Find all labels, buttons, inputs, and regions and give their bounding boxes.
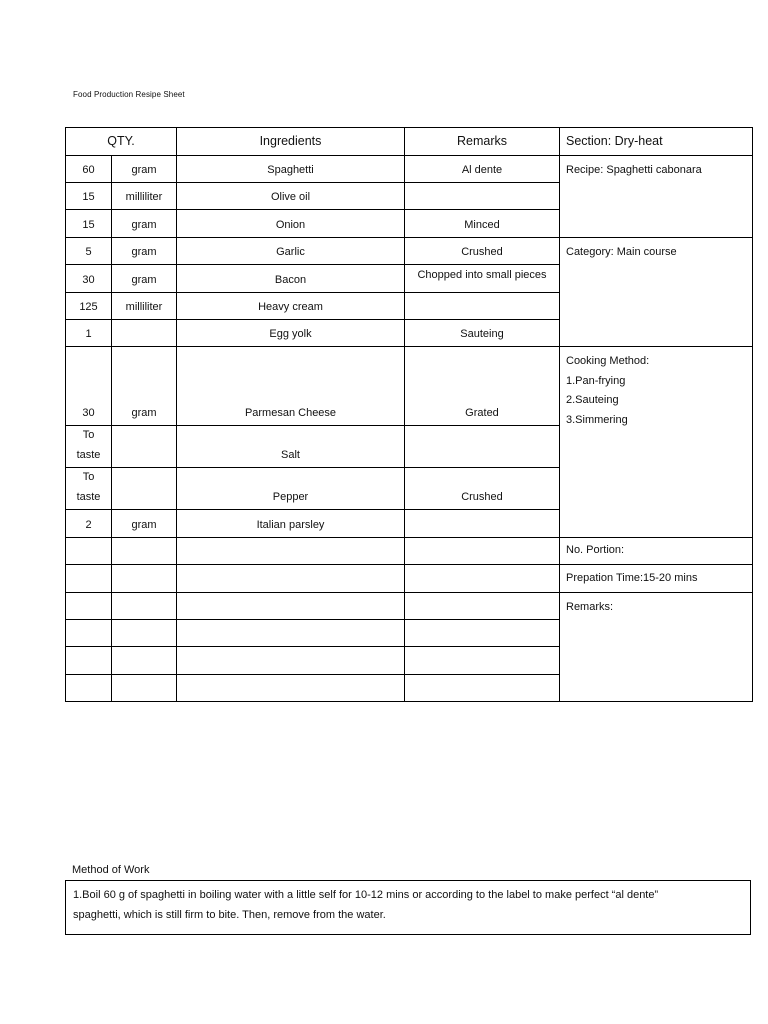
table-row xyxy=(66,238,753,265)
remark-cell xyxy=(405,426,560,468)
remark-cell: Sauteing xyxy=(405,320,560,347)
header-remarks: Remarks xyxy=(405,128,560,156)
qty-cell: 2 xyxy=(66,510,112,538)
qty-cell: 1 xyxy=(66,320,112,347)
qty-cell: 60 xyxy=(66,156,112,183)
unit-cell xyxy=(112,426,177,468)
unit-cell: gram xyxy=(112,265,177,293)
qty-cell: 125 xyxy=(66,293,112,320)
qty-cell xyxy=(66,426,112,468)
unit-cell xyxy=(112,620,177,647)
qty-cell: 15 xyxy=(66,210,112,238)
unit-cell xyxy=(112,565,177,593)
remark-cell: Al dente xyxy=(405,156,560,183)
ingredient-cell: Egg yolk xyxy=(177,320,405,347)
unit-cell xyxy=(112,538,177,565)
qty-cell: 15 xyxy=(66,183,112,210)
prep-time-cell: Prepation Time:15-20 mins xyxy=(560,565,753,593)
ingredient-cell: Pepper xyxy=(177,468,405,510)
remark-cell xyxy=(405,593,560,620)
unit-cell: gram xyxy=(112,238,177,265)
unit-cell: gram xyxy=(112,156,177,183)
portion-cell: No. Portion: xyxy=(560,538,753,565)
remark-cell: Chopped into small pieces xyxy=(405,265,560,293)
unit-cell xyxy=(112,593,177,620)
unit-cell xyxy=(112,647,177,675)
ingredient-cell xyxy=(177,565,405,593)
qty-cell xyxy=(66,620,112,647)
ingredient-cell xyxy=(177,647,405,675)
ingredient-cell: Bacon xyxy=(177,265,405,293)
sheet-title: Food Production Resipe Sheet xyxy=(73,90,185,99)
qty-cell: 30 xyxy=(66,347,112,426)
ingredient-cell: Spaghetti xyxy=(177,156,405,183)
unit-cell xyxy=(112,675,177,702)
remarks-cell: Remarks: xyxy=(560,593,753,702)
unit-cell: gram xyxy=(112,510,177,538)
table-row xyxy=(66,565,753,593)
ingredient-cell: Onion xyxy=(177,210,405,238)
unit-cell: milliliter xyxy=(112,293,177,320)
ingredient-cell xyxy=(177,620,405,647)
table-row xyxy=(66,156,753,183)
recipe-name-cell: Recipe: Spaghetti cabonara xyxy=(560,156,753,238)
ingredient-cell: Olive oil xyxy=(177,183,405,210)
remark-cell xyxy=(405,675,560,702)
remark-cell xyxy=(405,510,560,538)
remark-cell: Crushed xyxy=(405,238,560,265)
qty-line: taste xyxy=(76,448,101,461)
ingredient-cell xyxy=(177,538,405,565)
table-header-row xyxy=(66,128,753,156)
method-text-line: 1.Boil 60 g of spaghetti in boiling water with a little self for 10-12 mins or according to the label to make perfect “al dente” xyxy=(73,889,659,901)
recipe-table xyxy=(65,127,753,702)
cooking-method-cell xyxy=(560,347,753,538)
ingredient-cell: Garlic xyxy=(177,238,405,265)
qty-cell xyxy=(66,468,112,510)
remark-cell: Minced xyxy=(405,210,560,238)
method-of-work-label: Method of Work xyxy=(72,864,150,876)
qty-line: To xyxy=(82,471,95,483)
unit-cell xyxy=(112,320,177,347)
category-cell: Category: Main course xyxy=(560,238,753,347)
qty-cell xyxy=(66,565,112,593)
remark-cell xyxy=(405,620,560,647)
table-row xyxy=(66,538,753,565)
ingredient-cell xyxy=(177,675,405,702)
ingredient-cell: Parmesan Cheese xyxy=(177,347,405,426)
qty-cell xyxy=(66,647,112,675)
table-row xyxy=(66,347,753,426)
qty-cell xyxy=(66,675,112,702)
unit-cell xyxy=(112,468,177,510)
remark-cell xyxy=(405,538,560,565)
remark-cell: Crushed xyxy=(405,468,560,510)
unit-cell: milliliter xyxy=(112,183,177,210)
qty-line: To xyxy=(82,429,95,441)
qty-cell: 5 xyxy=(66,238,112,265)
method-of-work-box xyxy=(65,880,751,935)
method-text-line: spaghetti, which is still firm to bite. Then, remove from the water. xyxy=(73,909,386,921)
qty-cell: 30 xyxy=(66,265,112,293)
unit-cell: gram xyxy=(112,210,177,238)
cooking-method-label: Cooking Method: xyxy=(566,355,650,367)
unit-cell: gram xyxy=(112,347,177,426)
remark-cell xyxy=(405,183,560,210)
ingredient-cell: Italian parsley xyxy=(177,510,405,538)
header-ingredients: Ingredients xyxy=(177,128,405,156)
ingredient-cell: Heavy cream xyxy=(177,293,405,320)
remark-cell xyxy=(405,293,560,320)
header-qty: QTY. xyxy=(66,128,177,156)
table-row xyxy=(66,593,753,620)
ingredient-cell xyxy=(177,593,405,620)
cooking-method-item: 1.Pan-frying xyxy=(566,374,626,387)
remark-cell xyxy=(405,647,560,675)
cooking-method-item: 2.Sauteing xyxy=(566,394,619,406)
ingredient-cell: Salt xyxy=(177,426,405,468)
header-section: Section: Dry-heat xyxy=(560,128,753,156)
qty-cell xyxy=(66,538,112,565)
cooking-method-item: 3.Simmering xyxy=(566,413,628,426)
remark-cell xyxy=(405,565,560,593)
remark-cell: Grated xyxy=(405,347,560,426)
qty-line: taste xyxy=(76,490,101,503)
qty-cell xyxy=(66,593,112,620)
